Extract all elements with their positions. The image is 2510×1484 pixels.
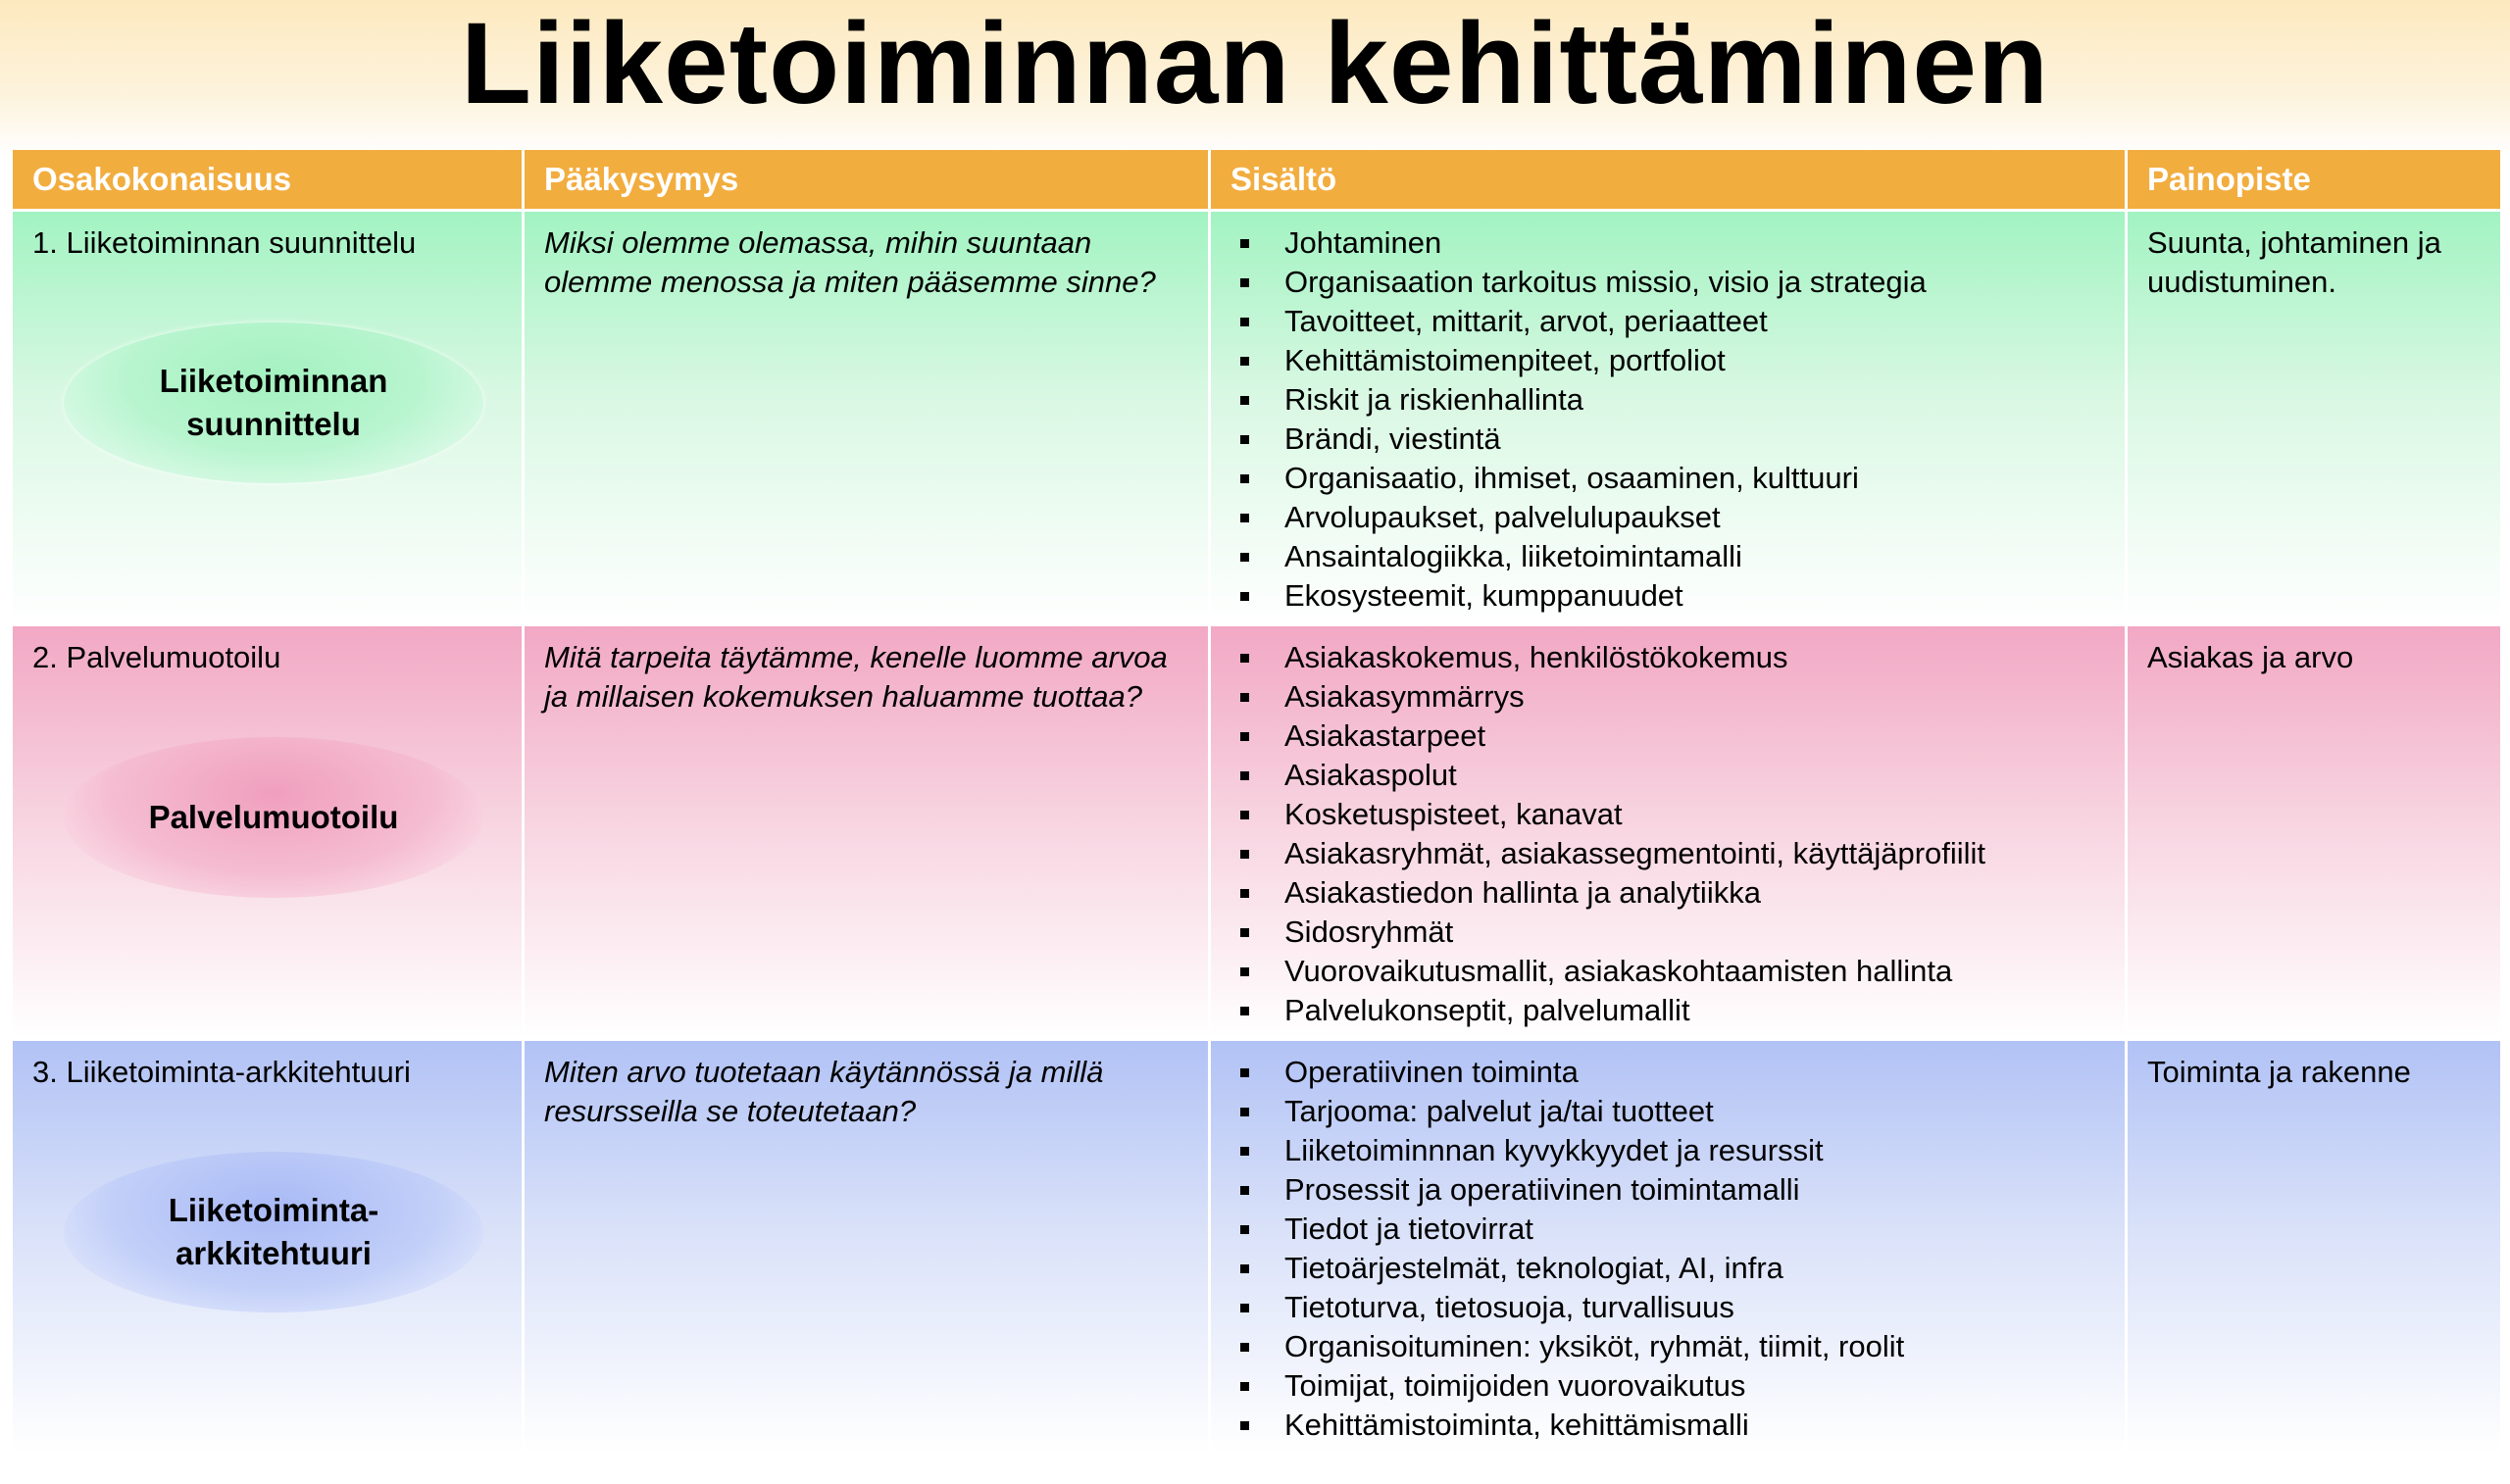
list-item: Tietoturva, tietosuoja, turvallisuus — [1230, 1288, 2105, 1327]
row-content-cell — [1211, 626, 2128, 1038]
list-item: Kehittämistoiminta, kehittämismalli — [1230, 1406, 2105, 1445]
list-item: Tietoärjestelmät, teknologiat, AI, infra — [1230, 1249, 2105, 1288]
section-ellipse — [64, 322, 483, 483]
list-item: Asiakastarpeet — [1230, 717, 2105, 756]
row-name-cell — [13, 212, 525, 623]
row-name-cell — [13, 626, 525, 1038]
section-ellipse — [64, 737, 483, 898]
header-osakokonaisuus: Osakokonaisuus — [13, 150, 525, 209]
header-sisalto: Sisältö — [1211, 150, 2128, 209]
list-item: Vuorovaikutusmallit, asiakaskohtaamisten hallinta — [1230, 952, 2105, 991]
list-item: Palvelukonseptit, palvelumallit — [1230, 991, 2105, 1030]
content-list — [1230, 223, 2105, 616]
framework-table — [13, 150, 2500, 1456]
list-item: Kosketuspisteet, kanavat — [1230, 795, 2105, 834]
row-focus: Toiminta ja rakenne — [2147, 1055, 2411, 1089]
row-content-cell — [1211, 212, 2128, 623]
list-item: Tarjooma: palvelut ja/tai tuotteet — [1230, 1092, 2105, 1131]
list-item: Sidosryhmät — [1230, 913, 2105, 952]
table-header — [13, 150, 2500, 212]
list-item: Asiakastiedon hallinta ja analytiikka — [1230, 873, 2105, 913]
ellipse-label-line1: Liiketoiminta- — [168, 1192, 379, 1228]
list-item: Organisoituminen: yksiköt, ryhmät, tiimit, roolit — [1230, 1327, 2105, 1366]
list-item: Asiakasymmärrys — [1230, 677, 2105, 717]
list-item: Brändi, viestintä — [1230, 420, 2105, 459]
section-ellipse — [64, 1152, 483, 1312]
list-item: Prosessit ja operatiivinen toimintamalli — [1230, 1170, 2105, 1210]
list-item: Organisaation tarkoitus missio, visio ja strategia — [1230, 263, 2105, 302]
row-question: Mitä tarpeita täytämme, kenelle luomme arvoa ja millaisen kokemuksen haluamme tuottaa? — [525, 626, 1211, 1038]
list-item: Tiedot ja tietovirrat — [1230, 1210, 2105, 1249]
list-item: Organisaatio, ihmiset, osaaminen, kulttuuri — [1230, 459, 2105, 498]
list-item: Liiketoiminnnan kyvykkyydet ja resurssit — [1230, 1131, 2105, 1170]
row-name-cell — [13, 1041, 525, 1453]
list-item: Arvolupaukset, palvelulupaukset — [1230, 498, 2105, 537]
row-question: Miksi olemme olemassa, mihin suuntaan olemme menossa ja miten pääsemme sinne? — [525, 212, 1211, 623]
list-item: Ekosysteemit, kumppanuudet — [1230, 576, 2105, 616]
content-list — [1230, 1053, 2105, 1445]
ellipse-label-line2: arkkitehtuuri — [176, 1235, 372, 1271]
table-row — [13, 1041, 2500, 1456]
list-item: Tavoitteet, mittarit, arvot, periaatteet — [1230, 302, 2105, 341]
list-item: Riskit ja riskienhallinta — [1230, 380, 2105, 420]
ellipse-label-line1: Palvelumuotoilu — [148, 799, 399, 835]
header-painopiste: Painopiste — [2147, 161, 2311, 197]
row-focus: Suunta, johtaminen ja uudistuminen. — [2147, 225, 2441, 299]
list-item: Asiakasryhmät, asiakassegmentointi, käyttäjäprofiilit — [1230, 834, 2105, 873]
content-list — [1230, 638, 2105, 1030]
row-name: 3. Liiketoiminta-arkkitehtuuri — [32, 1055, 411, 1089]
table-row — [13, 626, 2500, 1041]
list-item: Ansaintalogiikka, liiketoimintamalli — [1230, 537, 2105, 576]
row-content-cell — [1211, 1041, 2128, 1453]
list-item: Toimijat, toimijoiden vuorovaikutus — [1230, 1366, 2105, 1406]
page-title: Liiketoiminnan kehittäminen — [460, 0, 2050, 128]
list-item: Asiakaspolut — [1230, 756, 2105, 795]
row-focus: Asiakas ja arvo — [2147, 640, 2354, 674]
header-paakysymys: Pääkysymys — [525, 150, 1211, 209]
ellipse-label-line1: Liiketoiminnan — [159, 363, 388, 399]
list-item: Operatiivinen toiminta — [1230, 1053, 2105, 1092]
table-row — [13, 212, 2500, 626]
row-name: 2. Palvelumuotoilu — [32, 640, 281, 674]
list-item: Johtaminen — [1230, 223, 2105, 263]
ellipse-label-line2: suunnittelu — [186, 406, 361, 442]
row-name: 1. Liiketoiminnan suunnittelu — [32, 225, 417, 260]
list-item: Kehittämistoimenpiteet, portfoliot — [1230, 341, 2105, 380]
list-item: Asiakaskokemus, henkilöstökokemus — [1230, 638, 2105, 677]
row-question: Miten arvo tuotetaan käytännössä ja millä resursseilla se toteutetaan? — [525, 1041, 1211, 1453]
